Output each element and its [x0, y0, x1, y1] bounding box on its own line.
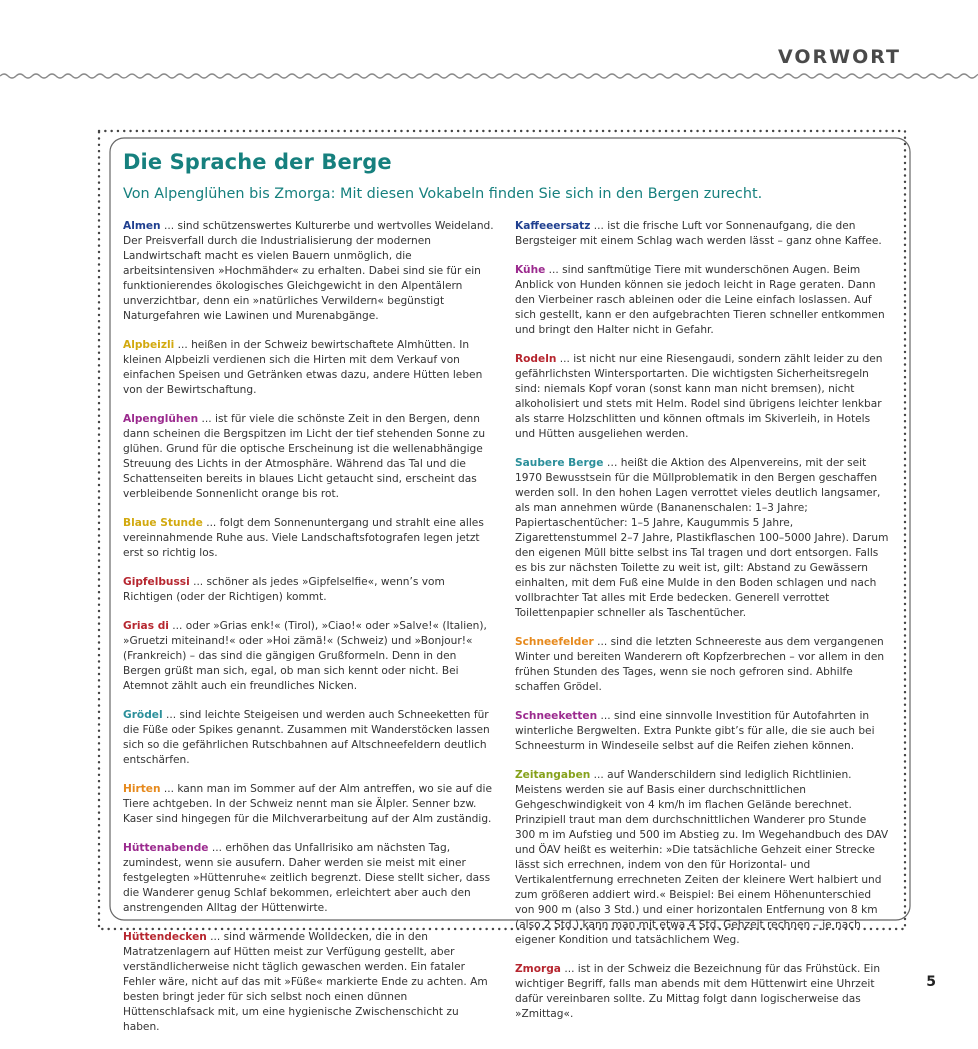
glossary-term: Rodeln	[515, 353, 557, 365]
glossary-entry	[123, 338, 497, 398]
glossary-definition: ... ist für viele die schönste Zeit in den Bergen, denn dann scheinen die Bergspitzen im Licht der tief stehenden Sonne zu glühen. Grund für die optische Erscheinung ist die wellenabhängige Streuung des Lichts in der Atmosphäre. Während das Tal und die Schattenseiten bereits in blaues Licht getaucht sind, erscheint das verbleibende Sonnenlicht orange bis rot.	[123, 413, 486, 500]
glossary-term: Hüttenabende	[123, 842, 209, 854]
glossary-definition: ... oder »Grias enk!« (Tirol), »Ciao!« oder »Salve!« (Italien), »Gruetzi miteinand!« oder »Hoi zämä!« (Schweiz) und »Bonjour!« (Frankreich) – das sind die gängigen Grußformeln. Denn in den Bergen grüßt man sich, egal, ob man sich kennt oder nicht. Bei Atemnot zählt auch ein freundliches Nicken.	[123, 620, 487, 692]
glossary-definition: ... heißen in der Schweiz bewirtschaftete Almhütten. In kleinen Alpbeizli verdienen sich die Hirten mit dem Verkauf von einfachen Speisen und Getränken etwas dazu, andere Hütten leben von der Bewirtschaftung.	[123, 339, 483, 396]
glossary-entry	[123, 516, 497, 561]
glossary-definition: ... auf Wanderschildern sind lediglich Richtlinien. Meistens werden sie auf Basis einer durchschnittlichen Gehgeschwindigkeit von 4 km/h im flachen Gelände berechnet. Prinzipiell traut man dem durchschnittlichen Wanderer pro Stunde 300 m im Aufstieg und 500 im Abstieg zu. Im Wegehandbuch des DAV und ÖAV heißt es weiterhin: »Die tatsächliche Gehzeit einer Strecke lässt sich errechnen, indem von den für Horizontal- und Vertikalentfernung errechneten Zeiten der kleinere Wert halbiert und zum größeren addiert wird.« Beispiel: Bei einem Höhenunterschied von 900 m (also 3 Std.) und einer horizontalen Entfernung von 8 km (also 2 Std.) kann man mit etwa 4 Std. Gehzeit rechnen – je nach eigener Kondition und tatsächlichem Weg.	[515, 769, 889, 946]
glossary-definition: ... ist nicht nur eine Riesengaudi, sondern zählt leider zu den gefährlichsten Wintersportarten. Die wichtigsten Sicherheitsregeln sind: niemals Kopf voran (sonst kann man nicht bremsen), nicht alkoholisiert und stets mit Helm. Rodel sind übrigens leichter lenkbar als starre Holzschlitten und können oftmals im Skiverleih, in Hotels und Hütten ausgeliehen werden.	[515, 353, 883, 440]
glossary-term: Alpbeizli	[123, 339, 175, 351]
glossary-box	[110, 138, 910, 1033]
glossary-entry	[515, 263, 889, 338]
glossary-term: Zmorga	[515, 963, 561, 975]
glossary-entry	[515, 352, 889, 442]
glossary-entry	[123, 841, 497, 916]
glossary-entry	[123, 708, 497, 768]
glossary-entry	[123, 219, 497, 324]
glossary-definition: ... sind schützenswertes Kulturerbe und wertvolles Weideland. Der Preisverfall durch die Industrialisierung der modernen Landwirtschaft macht es vielen Bauern unmöglich, die arbeitsintensiven »Hochmähder« zu erhalten. Dabei sind sie für ein funktionierendes ökologisches Gleichgewicht in den Alpentälern unverzichtbar, denn ein »natürliches Verwildern« begünstigt Naturgefahren wie Lawinen und Murenabgänge.	[123, 220, 494, 322]
glossary-definition: ... sind sanftmütige Tiere mit wunderschönen Augen. Beim Anblick von Hunden können sie jedoch leicht in Rage geraten. Dann den Vierbeiner rasch ableinen oder die Leine einfach loslassen. Auf sich gestellt, kann er den aufgebrachten Tieren schneller entkommen und bringt den Halter nicht in Gefahr.	[515, 264, 885, 336]
glossary-term: Hüttendecken	[123, 931, 207, 943]
glossary-term: Zeitangaben	[515, 769, 591, 781]
glossary-term: Alpenglühen	[123, 413, 199, 425]
glossary-term: Blaue Stunde	[123, 517, 203, 529]
glossary-definition: ... sind die letzten Schneereste aus dem vergangenen Winter und bereiten Wanderern oft Kopfzerbrechen – vor allem in den frühen Stunden des Tages, wenn sie noch gefroren sind. Abhilfe schaffen Grödel.	[515, 636, 885, 693]
glossary-entry	[515, 962, 889, 1022]
box-title: Die Sprache der Berge	[123, 150, 392, 174]
glossary-term: Kaffeeersatz	[515, 220, 591, 232]
glossary-definition: ... kann man im Sommer auf der Alm antreffen, wo sie auf die Tiere achtgeben. In der Schweiz nennt man sie Älpler. Senner bzw. Kaser sind hingegen für die Milchverarbeitung auf der Alm zuständig.	[123, 783, 492, 825]
glossary-entry	[515, 219, 889, 249]
glossary-entry	[123, 782, 497, 827]
glossary-definition: ... sind leichte Steigeisen und werden auch Schneeketten für die Füße oder Spikes genannt. Zusammen mit Wanderstöcken lassen sich so die gefährlichen Rutschbahnen auf Altschneefeldern deutlich entschärfen.	[123, 709, 490, 766]
right-column	[515, 219, 889, 1036]
glossary-term: Kühe	[515, 264, 546, 276]
glossary-definition: ... schöner als jedes »Gipfelselfie«, wenn’s vom Richtigen (oder der Richtigen) kommt.	[123, 576, 445, 603]
glossary-entry	[515, 456, 889, 621]
glossary-term: Schneeketten	[515, 710, 598, 722]
glossary-term: Saubere Berge	[515, 457, 604, 469]
glossary-entry	[123, 412, 497, 502]
glossary-entry	[123, 575, 497, 605]
glossary-term: Gipfelbussi	[123, 576, 190, 588]
glossary-definition: ... erhöhen das Unfallrisiko am nächsten Tag, zumindest, wenn sie ausufern. Daher werden sie meist mit einer festgelegten »Hüttenruhe« zeitlich begrenzt. Diese stellt sicher, dass die Wanderer genug Schlaf bekommen, erleichtert aber auch den anstrengenden Alltag der Hüttenwirte.	[123, 842, 491, 914]
glossary-term: Grödel	[123, 709, 163, 721]
glossary-entry	[123, 930, 497, 1035]
glossary-definition: ... ist die frische Luft vor Sonnenaufgang, die den Bergsteiger mit einem Schlag wach werden lässt – ganz ohne Kaffee.	[515, 220, 882, 247]
glossary-definition: ... sind wärmende Wolldecken, die in den Matratzenlagern auf Hütten meist zur Verfügung gestellt, aber verständlicherweise nicht täglich gewaschen werden. Ein fataler Fehler wäre, nicht auf das mit »Füße« markierte Ende zu achten. Am besten bringt jeder für sich selbst noch einen dünnen Hüttenschlafsack mit, um eine hygienische Zwischenschicht zu haben.	[123, 931, 488, 1033]
box-subtitle: Von Alpenglühen bis Zmorga: Mit diesen Vokabeln finden Sie sich in den Bergen zurecht.	[123, 186, 763, 202]
glossary-entry	[123, 619, 497, 694]
glossary-term: Schneefelder	[515, 636, 594, 648]
glossary-term: Hirten	[123, 783, 161, 795]
glossary-definition: ... folgt dem Sonnenuntergang und strahlt eine alles vereinnahmende Ruhe aus. Viele Landschaftsfotografen legen jetzt erst so richtig los.	[123, 517, 484, 559]
glossary-entry	[515, 768, 889, 948]
glossary-entry	[515, 709, 889, 754]
left-column	[123, 219, 497, 1049]
glossary-term: Grias di	[123, 620, 169, 632]
glossary-definition: ... ist in der Schweiz die Bezeichnung für das Frühstück. Ein wichtiger Begriff, falls man abends mit dem Hüttenwirt eine Uhrzeit dafür vereinbaren sollte. Zu Mittag folgt dann logischerweise das »Zmittag«.	[515, 963, 881, 1020]
glossary-definition: ... sind eine sinnvolle Investition für Autofahrten in winterliche Bergwelten. Extra Punkte gibt’s für alle, die sie auch bei Schneesturm in Windeseile selbst auf die Reifen ziehen können.	[515, 710, 875, 752]
section-title: VORWORT	[778, 46, 901, 68]
glossary-definition: … heißt die Aktion des Alpenvereins, mit der seit 1970 Bewusstsein für die Müllproblematik in den Bergen geschaffen werden soll. In den hohen Lagen verrottet vieles deutlich langsamer, als man annehmen würde (Bananenschalen: 1–3 Jahre; Papiertaschentücher: 1–5 Jahre, Kaugummis 5 Jahre, Zigarettenstummel 2–7 Jahre, Plastikflaschen 100–5000 Jahre). Darum den eigenen Müll bitte selbst ins Tal tragen und dort entsorgen. Falls es bis zur nächsten Toilette zu weit ist, gilt: Abstand zu Gewässern einhalten, mit dem Fuß eine Mulde in den Boden schlagen und nach vollbrachter Tat alles mit Erde bedecken. Generell verrottet Toilettenpapier schneller als Taschentücher.	[515, 457, 889, 619]
glossary-entry	[515, 635, 889, 695]
glossary-term: Almen	[123, 220, 161, 232]
page-number: 5	[926, 974, 936, 990]
